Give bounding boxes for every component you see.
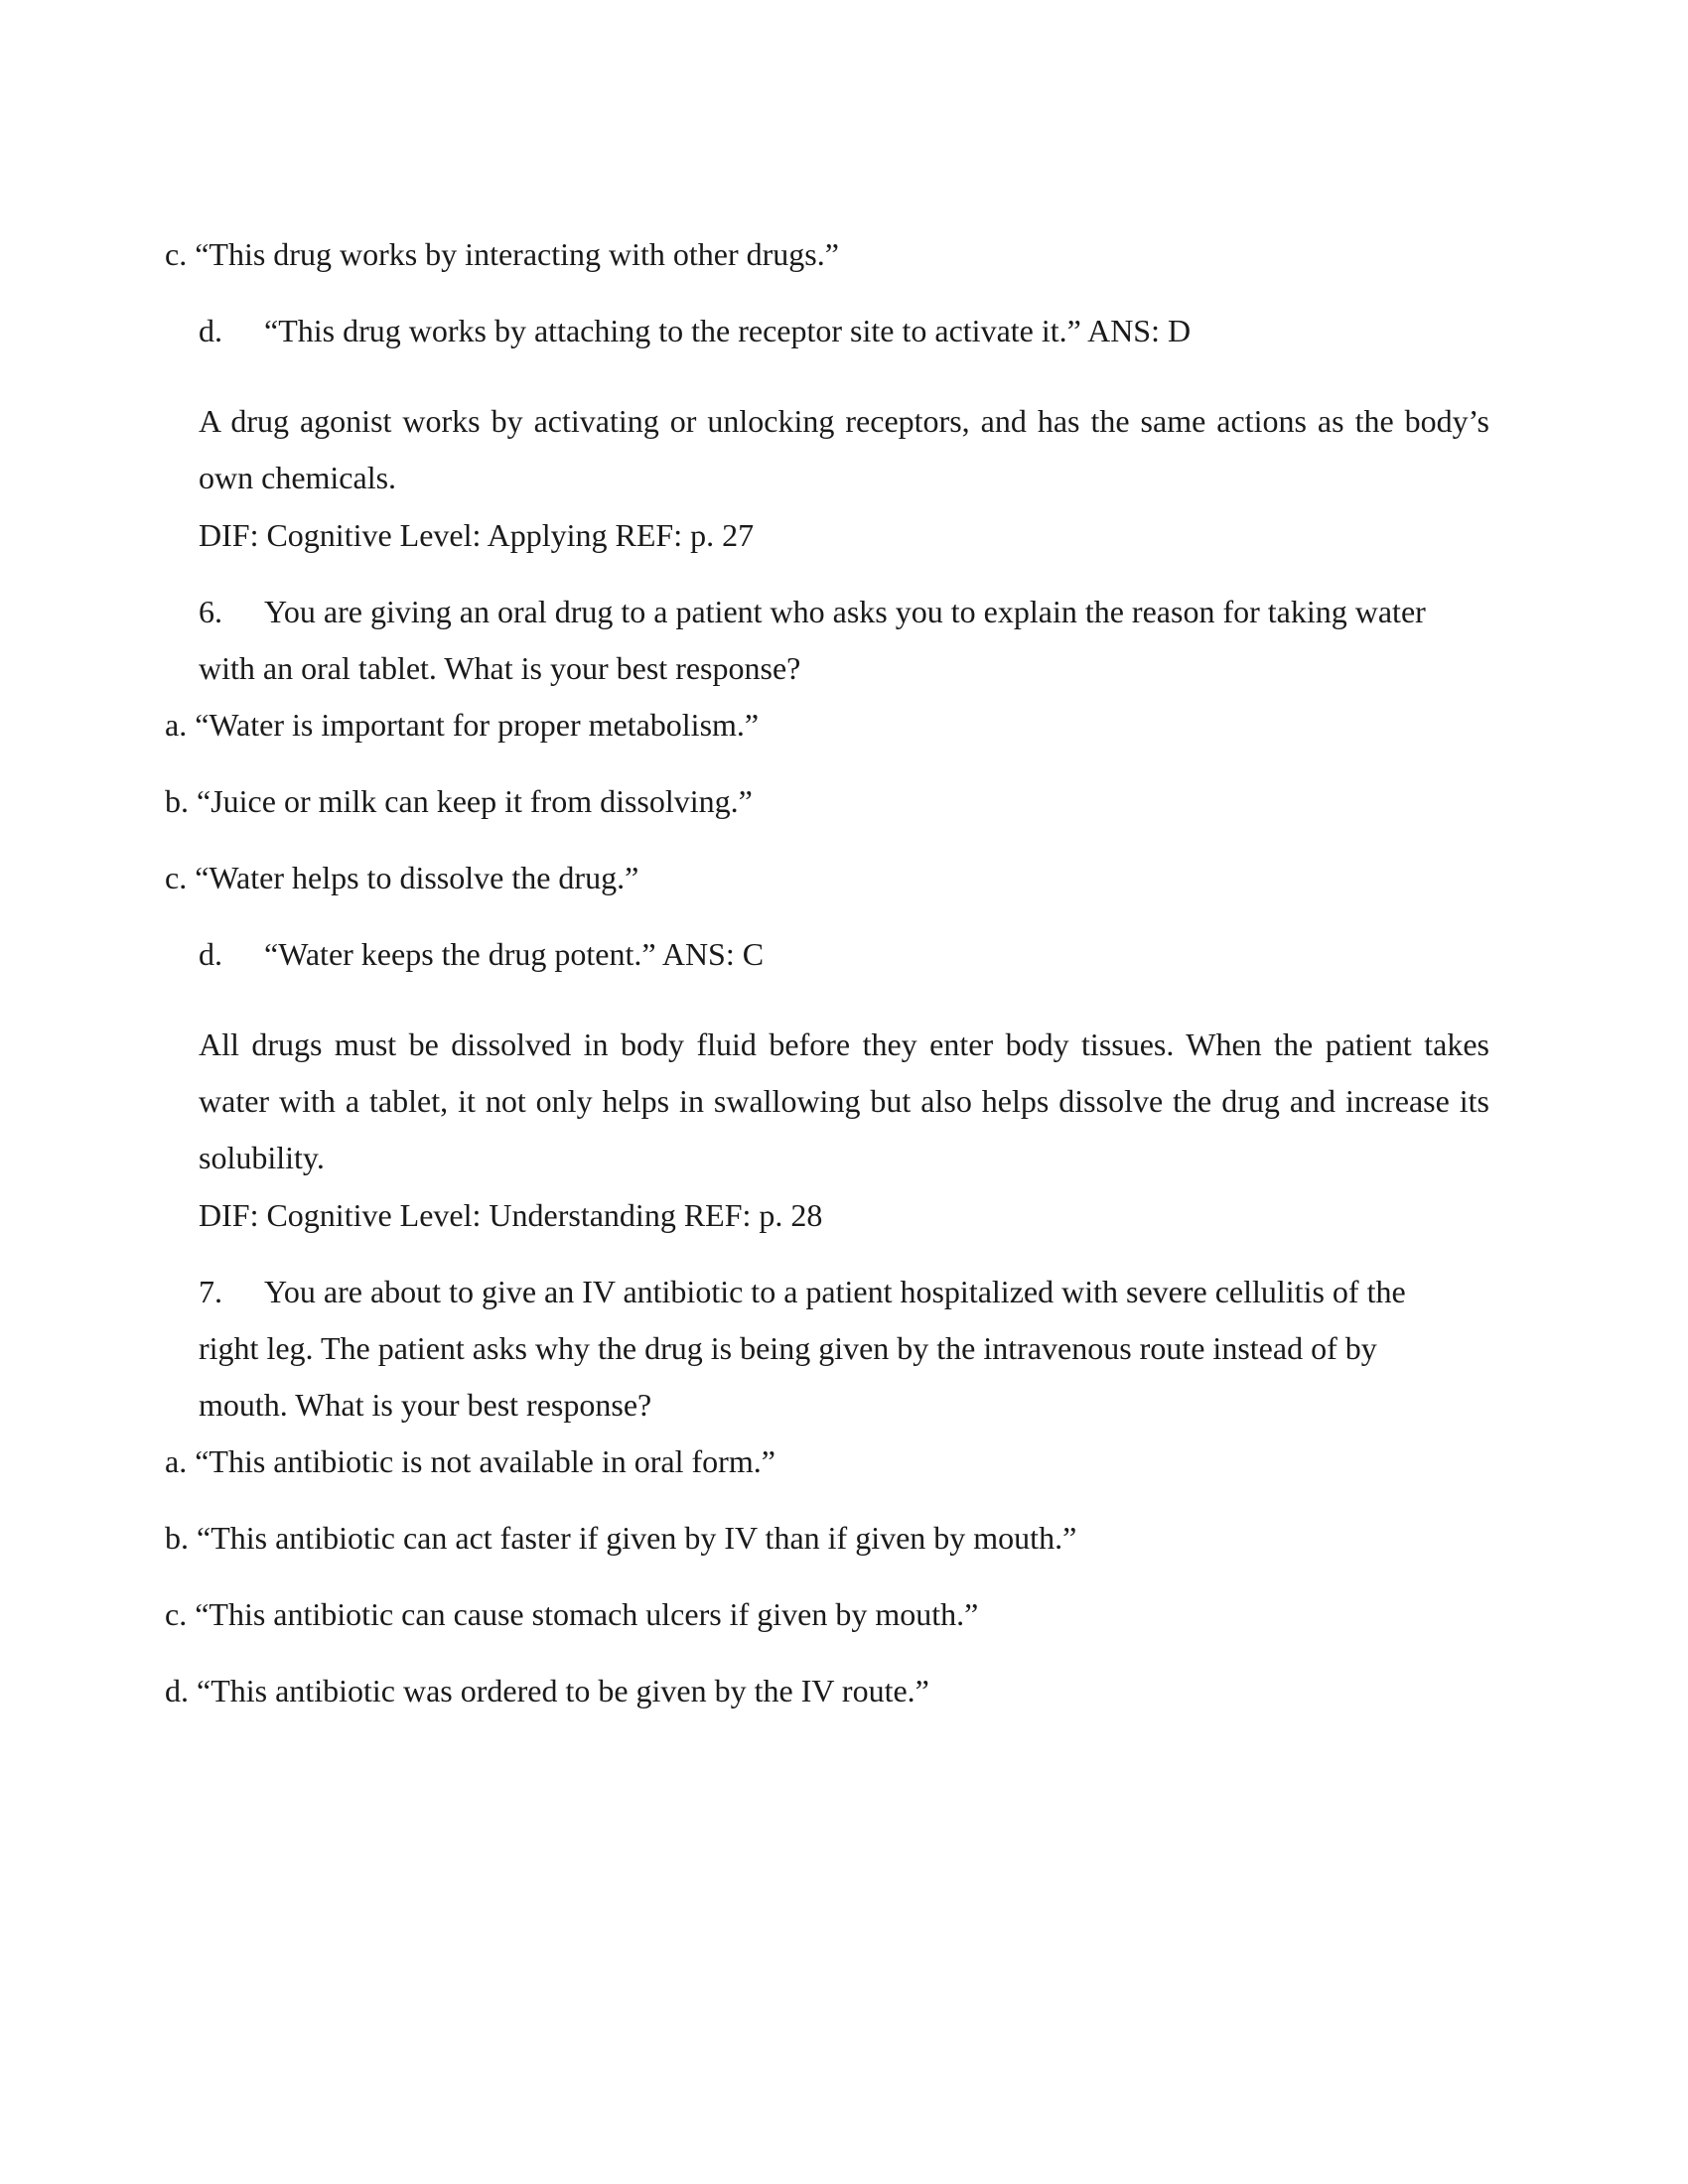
q5-rationale: A drug agonist works by activating or unlocking receptors, and has the same actions as the body’s own chemicals. — [199, 403, 1489, 495]
q5-option-c-label: c. — [165, 236, 188, 272]
q6-stem-line2: with an oral tablet. What is your best response? — [199, 650, 801, 686]
q7-option-d — [165, 1663, 929, 1719]
q6-option-d-text: “Water keeps the drug potent.” ANS: C — [264, 936, 765, 972]
q7-option-a-label: a. — [165, 1443, 188, 1479]
q6-option-a-label: a. — [165, 707, 188, 743]
q6-option-a-text: “Water is important for proper metabolism.” — [195, 707, 760, 743]
q6-number: 6. — [199, 594, 222, 629]
q6-option-c-label: c. — [165, 860, 188, 895]
q7-stem-line1 — [199, 1264, 1406, 1320]
q6-option-a — [165, 697, 759, 753]
q5-option-d-label: d. — [199, 313, 222, 348]
q6-option-c — [165, 850, 638, 906]
q7-option-c-text: “This antibiotic can cause stomach ulcers if given by mouth.” — [195, 1596, 979, 1632]
q6-option-d — [199, 926, 764, 983]
q6-stem-line1 — [199, 584, 1426, 640]
q7-option-a — [165, 1433, 775, 1490]
q5-dif-ref: DIF: Cognitive Level: Applying REF: p. 27 — [199, 517, 755, 553]
q7-option-d-label: d. — [165, 1673, 189, 1708]
q6-option-b — [165, 773, 753, 830]
q5-option-c — [165, 226, 839, 283]
q7-option-b-text: “This antibiotic can act faster if given by IV than if given by mouth.” — [197, 1520, 1077, 1556]
q6-option-b-text: “Juice or milk can keep it from dissolving.” — [197, 783, 753, 819]
q7-option-c — [165, 1586, 978, 1643]
q7-option-b-label: b. — [165, 1520, 189, 1556]
q7-option-b — [165, 1510, 1076, 1567]
q6-rationale: All drugs must be dissolved in body fluid before they enter body tissues. When the patient takes water with a tablet, it not only helps in swallowing but also helps dissolve the drug and increase its solubility. — [199, 1026, 1489, 1175]
q6-option-d-label: d. — [199, 936, 222, 972]
q7-stem-line3: mouth. What is your best response? — [199, 1387, 652, 1423]
q6-dif-ref: DIF: Cognitive Level: Understanding REF: p. 28 — [199, 1197, 823, 1233]
q6-option-c-text: “Water helps to dissolve the drug.” — [195, 860, 639, 895]
q5-option-d — [199, 303, 1191, 359]
q7-option-a-text: “This antibiotic is not available in oral form.” — [195, 1443, 775, 1479]
q7-number: 7. — [199, 1274, 222, 1309]
q5-option-d-text: “This drug works by attaching to the receptor site to activate it.” ANS: D — [264, 313, 1192, 348]
q5-option-c-text: “This drug works by interacting with other drugs.” — [195, 236, 839, 272]
q6-stem-text-1: You are giving an oral drug to a patient who asks you to explain the reason for taking water — [264, 594, 1426, 629]
q7-option-d-text: “This antibiotic was ordered to be given by the IV route.” — [197, 1673, 929, 1708]
q7-stem-line2: right leg. The patient asks why the drug is being given by the intravenous route instead of by — [199, 1330, 1377, 1366]
q7-option-c-label: c. — [165, 1596, 188, 1632]
q7-stem-text-1: You are about to give an IV antibiotic to a patient hospitalized with severe cellulitis of the — [264, 1274, 1406, 1309]
q6-option-b-label: b. — [165, 783, 189, 819]
